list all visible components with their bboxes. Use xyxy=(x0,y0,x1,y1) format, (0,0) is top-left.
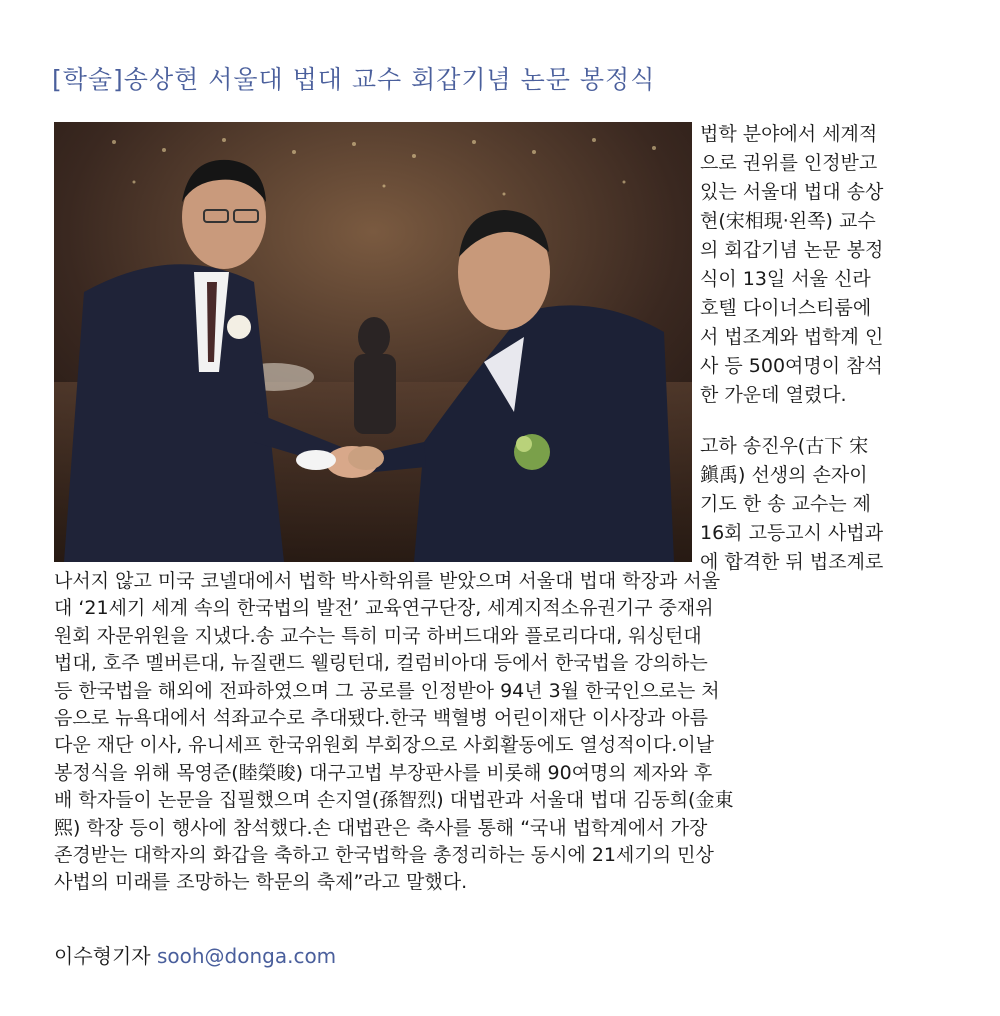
body-line: 대 ‘21세기 세계 속의 한국법의 발전’ 교육연구단장, 세계지적소유권기구 중재위 xyxy=(54,597,714,620)
byline xyxy=(54,940,336,969)
body-line: 다운 재단 이사, 유니세프 한국위원회 부회장으로 사회활동에도 열성적이다.이날 xyxy=(54,734,715,757)
body-line: 사 등 500여명이 참석 xyxy=(700,355,883,377)
body-line: 있는 서울대 법대 송상 xyxy=(700,181,884,203)
body-line: 기도 한 송 교수는 제 xyxy=(700,493,871,515)
body-line: 으로 권위를 인정받고 xyxy=(700,152,878,174)
body-line: 음으로 뉴욕대에서 석좌교수로 추대됐다.한국 백혈병 어린이재단 이사장과 아름 xyxy=(54,707,709,730)
body-line: 熙) 학장 등이 행사에 참석했다.손 대법관은 축사를 통해 “국내 법학계에서 가장 xyxy=(54,816,708,839)
body-line: 존경받는 대학자의 화갑을 축하고 한국법학을 총정리하는 동시에 21세기의 민상 xyxy=(54,844,714,867)
article-body-full-width xyxy=(54,568,974,897)
article-body-side-column xyxy=(700,120,960,577)
body-line: 에 합격한 뒤 법조계로 xyxy=(700,551,884,573)
body-line: 고하 송진우(古下 宋 xyxy=(700,435,869,457)
body-line: 의 회갑기념 논문 봉정 xyxy=(700,239,884,261)
body-line: 나서지 않고 미국 코넬대에서 법학 박사학위를 받았으며 서울대 법대 학장과 서울 xyxy=(54,570,721,592)
body-line: 식이 13일 서울 신라 xyxy=(700,268,871,290)
body-line: 법대, 호주 멜버른대, 뉴질랜드 웰링턴대, 컬럼비아대 등에서 한국법을 강의하는 xyxy=(54,652,708,675)
body-line: 한 가운데 열렸다. xyxy=(700,384,847,406)
body-line: 봉정식을 위해 목영준(睦榮晙) 대구고법 부장판사를 비롯해 90여명의 제자와 후 xyxy=(54,761,713,784)
byline-author: 이수형기자 xyxy=(54,944,151,968)
body-line: 현(宋相現·왼쪽) 교수 xyxy=(700,210,876,232)
body-line: 배 학자들이 논문을 집필했으며 손지열(孫智烈) 대법관과 서울대 법대 김동희(金東 xyxy=(54,789,734,812)
body-line: 서 법조계와 법학계 인 xyxy=(700,326,884,348)
body-line: 등 한국법을 해외에 전파하였으며 그 공로를 인정받아 94년 3월 한국인으로는 처 xyxy=(54,679,720,702)
article-headline: [학술]송상현 서울대 법대 교수 회갑기념 논문 봉정식 xyxy=(52,65,656,94)
body-line: 사법의 미래를 조망하는 학문의 축제”라고 말했다. xyxy=(54,871,468,894)
byline-email-link[interactable]: sooh@donga.com xyxy=(156,944,337,968)
body-line: 16회 고등고시 사법과 xyxy=(700,522,884,544)
body-line: 원회 자문위원을 지냈다.송 교수는 특히 미국 하버드대와 플로리다대, 워싱턴대 xyxy=(54,624,702,647)
body-line: 법학 분야에서 세계적 xyxy=(700,123,878,145)
body-line: 鎭禹) 선생의 손자이 xyxy=(700,464,868,486)
article-photo xyxy=(54,122,692,562)
body-line: 호텔 다이너스티룸에 xyxy=(700,297,872,319)
